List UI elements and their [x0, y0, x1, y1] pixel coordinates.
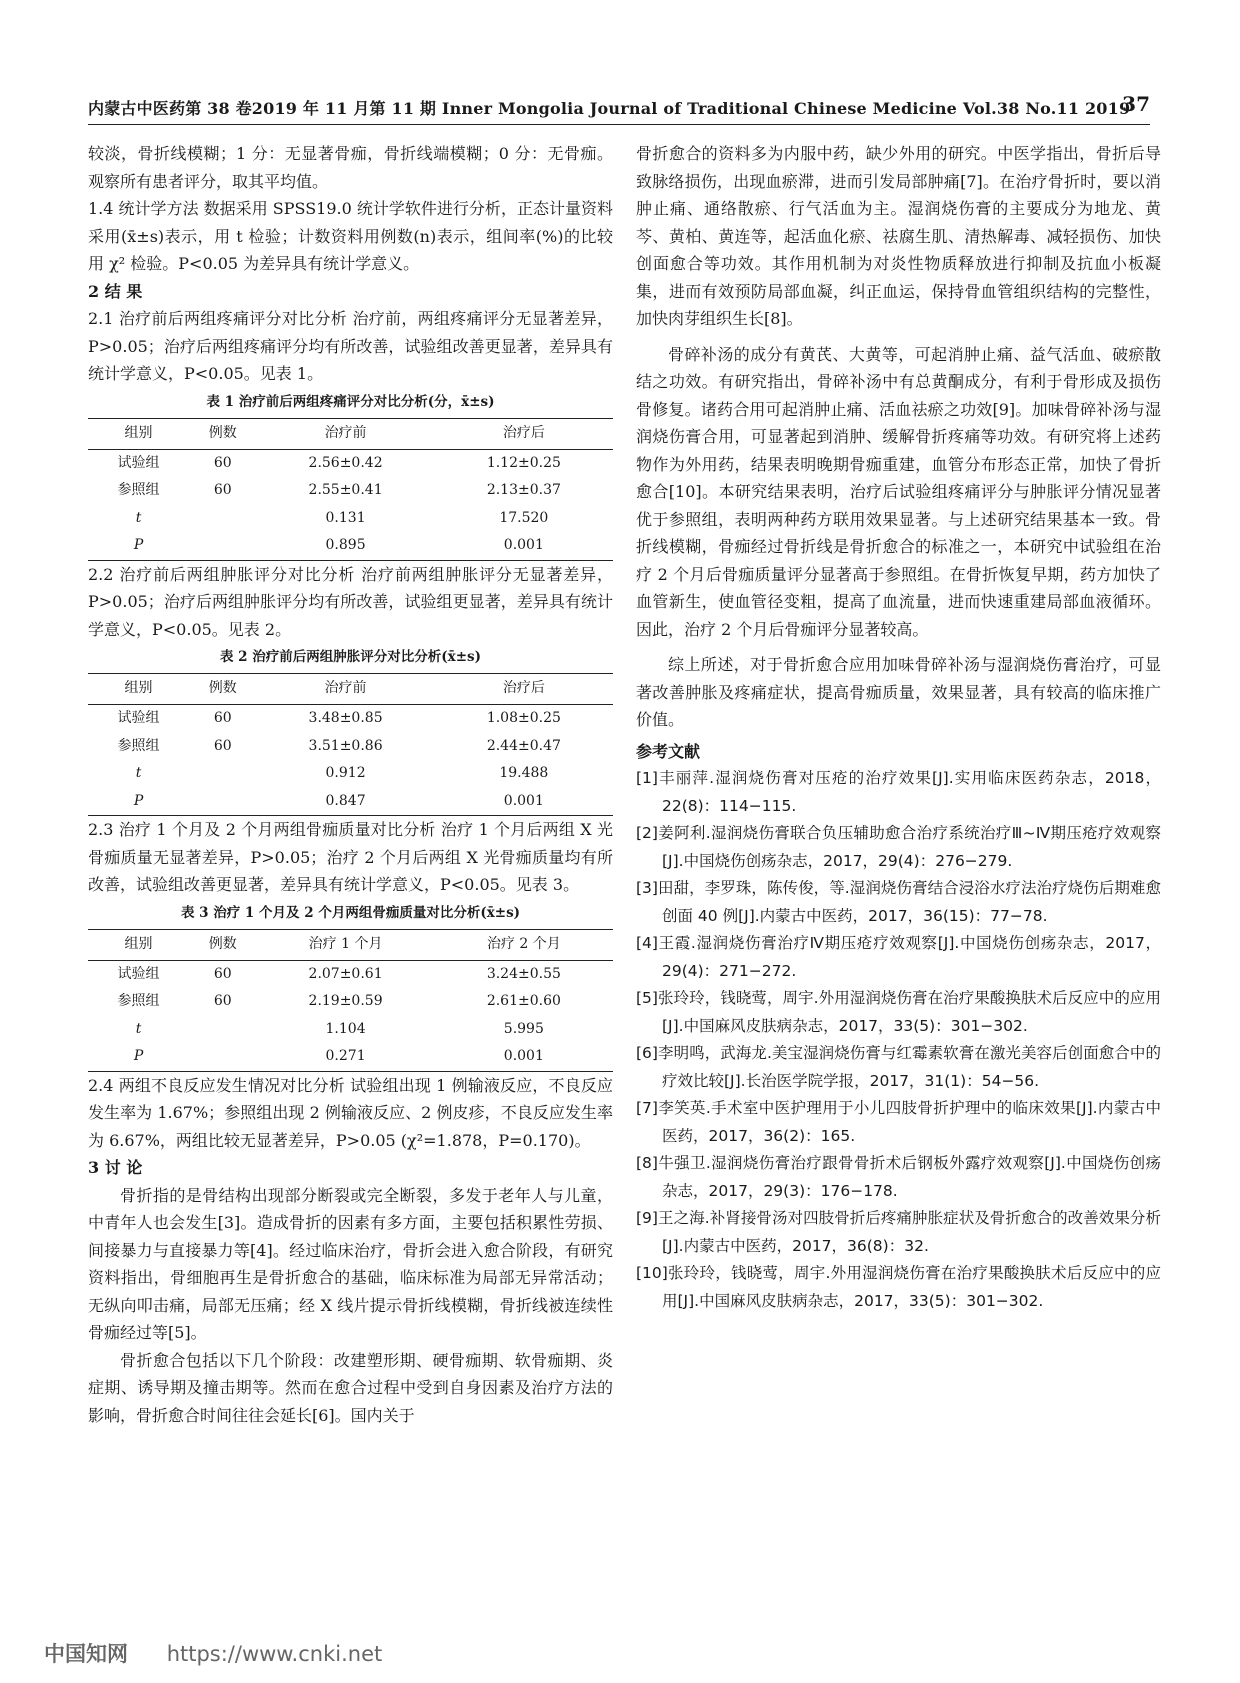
- cnki-logo-text: 中国知网: [44, 1642, 128, 1666]
- table-3-grid: [88, 929, 613, 1072]
- table-header-cell: 治疗前: [256, 674, 434, 705]
- table-cell: 60: [213, 482, 232, 498]
- table-cell: 0.131: [325, 509, 366, 526]
- paragraph-2-4: 2.4 两组不良反应发生情况对比分析 试验组出现 1 例输液反应，不良反应发生率为 1.67%；参照组出现 2 例输液反应、2 例皮疹，不良反应发生率为 6.67%，两组比较无显著差异，P>0.05 (χ²=1.878，P=0.170)。: [88, 1075, 613, 1150]
- table-3: [88, 903, 613, 1072]
- paragraph-statistics: 1.4 统计学方法 数据采用 SPSS19.0 统计学软件进行分析，正态计量资料采用(x̄±s)表示，用 t 检验；计数资料用例数(n)表示，组间率(%)的比较用 χ² 检验。P<0.05 为差异具有统计学意义。: [88, 199, 613, 273]
- table-2: [88, 647, 613, 816]
- table-cell: 参照组: [117, 737, 160, 754]
- table-cell: [189, 788, 256, 816]
- table-row: [88, 532, 613, 560]
- table-cell: t: [135, 1020, 142, 1037]
- reference-item: [8]牛强卫.湿润烧伤膏治疗跟骨骨折术后钢板外露疗效观察[J].中国烧伤创疡杂志，2017，29(3)：176−178.: [636, 1154, 1161, 1200]
- table-cell: 60: [213, 737, 232, 754]
- table-cell: 2.55±0.41: [308, 482, 383, 498]
- table-cell: 0.895: [256, 532, 434, 560]
- table-cell: 60: [213, 710, 232, 726]
- table-cell: t: [135, 509, 142, 526]
- reference-item: [2]姜阿利.湿润烧伤膏联合负压辅助愈合治疗系统治疗Ⅲ~Ⅳ期压疮疗效观察[J].中国烧伤创疡杂志，2017，29(4)：276−279.: [636, 824, 1161, 870]
- table-cell: 2.61±0.60: [486, 993, 561, 1009]
- table-row: [88, 505, 613, 533]
- table-cell: 2.07±0.61: [308, 965, 383, 982]
- paragraph-2-3: 2.3 治疗 1 个月及 2 个月两组骨痂质量对比分析 治疗 1 个月后两组 X 光骨痂质量无显著差异，P>0.05；治疗 2 个月后两组 X 光骨痂质量均有所改善，试验组改善更显著，差异具有统计学意义，P<0.05。见表 3。: [88, 820, 613, 894]
- table-cell: 试验组: [117, 965, 160, 982]
- table-row: [88, 760, 613, 788]
- paragraph-discussion-2: 骨折愈合包括以下几个阶段：改建塑形期、硬骨痂期、软骨痂期、炎症期、诱导期及撞击期等。然而在愈合过程中受到自身因素及治疗方法的影响，骨折愈合时间往往会延长[6]。国内关于: [88, 1350, 613, 1425]
- table-1-grid: [88, 418, 613, 561]
- table-cell: 2.44±0.47: [486, 737, 561, 754]
- reference-item: [3]田甜，李罗珠，陈传俊，等.湿润烧伤膏结合浸浴水疗法治疗烧伤后期难愈创面 40 例[J].内蒙古中医药，2017，36(15)：77−78.: [636, 879, 1161, 925]
- table-cell: 1.12±0.25: [486, 454, 561, 471]
- reference-item: [6]李明鸣，武海龙.美宝湿润烧伤膏与红霉素软膏在激光美容后创面愈合中的疗效比较[J].长治医学院学报，2017，31(1)：54−56.: [636, 1044, 1161, 1090]
- paragraph: 较淡，骨折线模糊；1 分：无显著骨痂，骨折线端模糊；0 分：无骨痂。观察所有患者评分，取其平均值。: [88, 144, 613, 191]
- table-cell: 试验组: [117, 454, 160, 471]
- table-cell: 3.24±0.55: [486, 965, 561, 982]
- table-cell: 2.19±0.59: [308, 993, 383, 1009]
- paragraph-gusuibu: 骨碎补汤的成分有黄芪、大黄等，可起消肿止痛、益气活血、破瘀散结之功效。有研究指出，骨碎补汤中有总黄酮成分，有利于骨形成及损伤骨修复。诸药合用可起消肿止痛、活血祛瘀之功效[9]。加味骨碎补汤与湿润烧伤膏合用，可显著起到消肿、缓解骨折疼痛等功效。有研究将上述药物作为外用药，结果表明晚期骨痂重建，血管分布形态正常，加快了骨折愈合[10]。本研究结果表明，治疗后试验组疼痛评分与肿胀评分情况显著优于参照组，表明两种药方联用效果显著。与上述研究结果基本一致。骨折线模糊，骨痂经过骨折线是骨折愈合的标准之一，本研究中试验组在治疗 2 个月后骨痂质量评分显著高于参照组。在骨折恢复早期，药方加快了血管新生，使血管径变粗，提高了血流量，进而快速重建局部血液循环。因此，治疗 2 个月后骨痂评分显著较高。: [636, 344, 1161, 639]
- table-cell: 2.13±0.37: [486, 482, 561, 498]
- page-header: [88, 90, 1150, 125]
- table-row: [88, 733, 613, 761]
- table-cell: 试验组: [117, 710, 160, 726]
- reference-item: [4]王霞.湿润烧伤膏治疗Ⅳ期压疮疗效观察[J].中国烧伤创疡杂志，2017，29(4)：271−272.: [636, 934, 1161, 980]
- right-column: [636, 140, 1161, 1315]
- paragraph-continued: 骨折愈合的资料多为内服中药，缺少外用的研究。中医学指出，骨折后导致脉络损伤，出现血瘀滞，进而引发局部肿痛[7]。在治疗骨折时，要以消肿止痛、通络散瘀、行气活血为主。湿润烧伤膏的主要成分为地龙、黄芩、黄柏、黄连等，起活血化瘀、祛腐生肌、清热解毒、减轻损伤、加快创面愈合等功效。其作用机制为对炎性物质释放进行抑制及抗血小板凝集，进而有效预防局部血凝，纠正血运，保持骨血管组织结构的完整性，加快肉芽组织生长[8]。: [636, 144, 1161, 328]
- table-2-grid: [88, 673, 613, 816]
- section-heading-results: 2 结 果: [88, 281, 143, 301]
- table-cell: t: [135, 765, 142, 781]
- table-cell: 3.51±0.86: [308, 737, 383, 754]
- reference-list: [636, 765, 1161, 1315]
- table-cell: 参照组: [117, 993, 160, 1009]
- table-row: [88, 477, 613, 505]
- table-cell: [189, 532, 256, 560]
- table-cell: P: [88, 1043, 189, 1071]
- table-row: [88, 1016, 613, 1044]
- table-2-caption: 表 2 治疗前后两组肿胀评分对比分析(x̄±s): [219, 649, 482, 665]
- table-cell: 0.912: [325, 765, 366, 781]
- table-cell: 60: [213, 965, 232, 982]
- table-cell: 1.104: [325, 1020, 366, 1037]
- table-row: [88, 988, 613, 1016]
- table-cell: [189, 760, 256, 788]
- watermark-footer: [44, 1638, 382, 1668]
- table-cell: 5.995: [503, 1020, 544, 1037]
- table-cell: 0.271: [256, 1043, 434, 1071]
- table-row: [88, 705, 613, 733]
- table-cell: 参照组: [117, 482, 160, 498]
- reference-item: [10]张玲玲，钱晓莺，周宇.外用湿润烧伤膏在治疗果酸换肤术后反应中的应用[J].中国麻风皮肤病杂志，2017，33(5)：301−302.: [636, 1264, 1161, 1310]
- paragraph-2-1: 2.1 治疗前后两组疼痛评分对比分析 治疗前，两组疼痛评分无显著差异，P>0.05；治疗后两组疼痛评分均有所改善，试验组改善更显著，差异具有统计学意义，P<0.05。见表 1。: [88, 309, 613, 383]
- table-cell: 3.48±0.85: [308, 710, 383, 726]
- table-cell: 2.56±0.42: [308, 454, 383, 471]
- table-cell: 60: [213, 454, 232, 471]
- table-1-caption: 表 1 治疗前后两组疼痛评分对比分析(分，x̄±s): [206, 393, 495, 410]
- table-cell: P: [88, 532, 189, 560]
- reference-item: [7]李笑英.手术室中医护理用于小儿四肢骨折护理中的临床效果[J].内蒙古中医药，2017，36(2)：165.: [636, 1099, 1161, 1145]
- table-cell: 0.001: [435, 532, 613, 560]
- table-cell: [189, 1043, 256, 1071]
- table-header-cell: 治疗 1 个月: [256, 929, 434, 960]
- table-cell: 0.847: [256, 788, 434, 816]
- table-cell: 19.488: [499, 765, 549, 781]
- table-header-cell: 组别: [88, 418, 189, 449]
- table-header-cell: 组别: [88, 674, 189, 705]
- table-cell: 0.001: [435, 788, 613, 816]
- table-cell: [189, 1016, 256, 1044]
- reference-item: [5]张玲玲，钱晓莺，周宇.外用湿润烧伤膏在治疗果酸换肤术后反应中的应用[J].中国麻风皮肤病杂志，2017，33(5)：301−302.: [636, 989, 1161, 1035]
- table-row: [88, 1043, 613, 1071]
- section-heading-discussion: 3 讨 论: [88, 1158, 143, 1177]
- paragraph-2-2: 2.2 治疗前后两组肿胀评分对比分析 治疗前两组肿胀评分无显著差异，P>0.05；治疗后两组肿胀评分均有所改善，试验组更显著，差异具有统计学意义，P<0.05。见表 2。: [88, 564, 613, 639]
- table-row: [88, 449, 613, 477]
- table-header-cell: 治疗后: [435, 418, 613, 449]
- table-cell: 60: [213, 993, 232, 1009]
- table-3-caption: 表 3 治疗 1 个月及 2 个月两组骨痂质量对比分析(x̄±s): [180, 904, 521, 921]
- references-heading: 参考文献: [636, 741, 701, 761]
- table-cell: 17.520: [499, 509, 549, 526]
- table-cell: P: [88, 788, 189, 816]
- left-column: [88, 140, 613, 1429]
- paragraph-conclusion: 综上所述，对于骨折愈合应用加味骨碎补汤与湿润烧伤膏治疗，可显著改善肿胀及疼痛症状，提高骨痂质量，效果显著，具有较高的临床推广价值。: [636, 655, 1161, 729]
- reference-item: [1]丰丽萍.湿润烧伤膏对压疮的治疗效果[J].实用临床医药杂志，2018，22(8)：114−115.: [636, 769, 1161, 815]
- table-row: [88, 788, 613, 816]
- table-header-cell: 治疗 2 个月: [435, 929, 613, 960]
- page-number: 37: [1122, 92, 1150, 116]
- paragraph-discussion-1: 骨折指的是骨结构出现部分断裂或完全断裂，多发于老年人与儿童，中青年人也会发生[3]。造成骨折的因素有多方面，主要包括积累性劳损、间接暴力与直接暴力等[4]。经过临床治疗，骨折会进入愈合阶段，有研究资料指出，骨细胞再生是骨折愈合的基础，临床标准为局部无异常活动；无纵向叩击痛，局部无压痛；经 X 线片提示骨折线模糊，骨折线被连续性骨痂经过等[5]。: [88, 1185, 613, 1342]
- table-header-cell: 例数: [189, 929, 256, 960]
- reference-item: [9]王之海.补肾接骨汤对四肢骨折后疼痛肿胀症状及骨折愈合的改善效果分析[J].内蒙古中医药，2017，36(8)：32.: [636, 1209, 1161, 1255]
- table-1: [88, 392, 613, 561]
- table-header-cell: 例数: [189, 674, 256, 705]
- cnki-url-link[interactable]: https://www.cnki.net: [166, 1642, 383, 1666]
- table-header-cell: 治疗后: [435, 674, 613, 705]
- table-header-cell: 治疗前: [256, 418, 434, 449]
- table-cell: [189, 505, 256, 533]
- table-cell: 1.08±0.25: [486, 710, 561, 726]
- journal-running-title: 内蒙古中医药第 38 卷2019 年 11 月第 11 期 Inner Mongolia Journal of Traditional Chinese Medicine Vol.38 No.11 2019: [88, 99, 1131, 118]
- table-row: [88, 960, 613, 988]
- table-header-cell: 组别: [88, 929, 189, 960]
- table-cell: 0.001: [435, 1043, 613, 1071]
- table-header-cell: 例数: [189, 418, 256, 449]
